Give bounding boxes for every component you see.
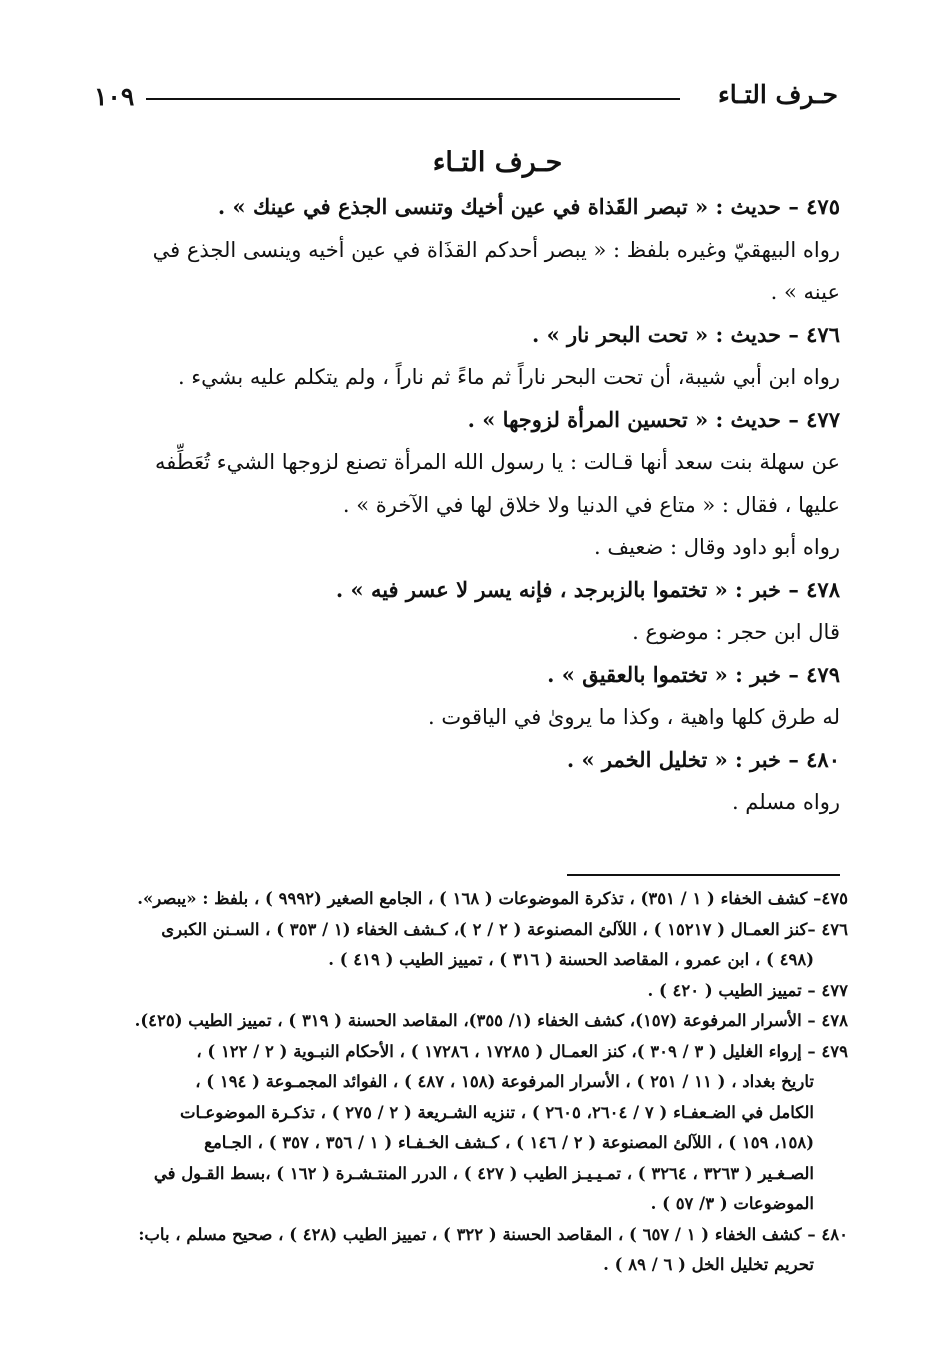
entry-477-heading: ٤٧٧ – حديث : « تحسين المرأة لزوجها » . bbox=[467, 406, 840, 432]
footnote-479-line-5: الصـغـير ( ٣٢٦٣ ، ٣٢٦٤ ) ، تمـيـيـز الطيب ( ٤٢٧ ) ، الدرر المنتـشـرة ( ١٦٢ ) ،بسط القـول في bbox=[153, 1163, 814, 1183]
footnote-479-line-3: الكامل في الضـعفـاء ( ٧ / ٢٦٠٤، ٢٦٠٥ ) ، تنزيه الشـريعة ( ٢ / ٢٧٥ ) ، تذكـرة الموضوعـات bbox=[180, 1102, 814, 1122]
footnote-478: ٤٧٨ – الأسرار المرفوعة (١٥٧)، كشف الخفاء (١/ ٣٥٥)، المقاصد الحسنة ( ٣١٩ ) ، تمييز الطيب (٤٢٥). bbox=[134, 1011, 848, 1030]
running-title: حـرف التـاء bbox=[718, 80, 838, 109]
main-text bbox=[95, 140, 840, 824]
entry-477-text-line-3: رواه أبو داود وقال : ضعيف . bbox=[593, 535, 840, 559]
footnote-separator bbox=[567, 874, 840, 876]
entry-477-text-line-2: عليها ، فقال : « متاع في الدنيا ولا خلاق لها في الآخرة » . bbox=[342, 492, 840, 517]
footnote-479-line-1: ٤٧٩ – إرواء الغليل ( ٣ / ٣٠٩ )، كنز العمـال ( ١٧٢٨٥ ، ١٧٢٨٦ ) ، الأحكام النبـوية ( ٢ / ١٢٢ ) ، bbox=[196, 1041, 848, 1061]
footnote-479-line-6: الموضوعات ( ٣/ ٥٧ ) . bbox=[650, 1194, 814, 1213]
footnote-480-line-1: ٤٨٠ – كشف الخفاء ( ١ / ٦٥٧ ) ، المقاصد الحسنة ( ٣٢٢ ) ، تمييز الطيب (٤٢٨ ) ، صحيح مسلم ، باب: bbox=[138, 1224, 848, 1244]
entry-478-heading: ٤٧٨ – خبر : « تختموا بالزبرجد ، فإنه يسر لا عسر فيه » . bbox=[335, 576, 840, 602]
section-title: حـرف التـاء bbox=[432, 147, 563, 178]
footnote-480-line-2: تحريم تخليل الخل ( ٦ / ٨٩ ) . bbox=[603, 1255, 814, 1274]
entry-479-text: له طرق كلها واهية ، وكذا ما يروىٰ في الياقوت . bbox=[428, 705, 840, 729]
footnote-476-line-2: (٤٩٨ ) ، ابن عمرو ، المقاصد الحسنة ( ٣١٦ ) ، تمييز الطيب ( ٤١٩ ) . bbox=[328, 950, 814, 969]
entry-478-text: قال ابن حجر : موضوع . bbox=[632, 620, 840, 644]
entry-475-text-line-2: عينه » . bbox=[770, 280, 840, 304]
entry-480-heading: ٤٨٠ – خبر : « تخليل الخمر » . bbox=[566, 746, 840, 772]
entry-476-text: رواه ابن أبي شيبة، أن تحت البحر ناراً ثم ماءً ثم ناراً ، ولم يتكلم عليه بشيء . bbox=[177, 365, 840, 389]
entry-475-heading: ٤٧٥ – حديث : « تبصر القَذاة في عين أخيك وتنسى الجذع في عينك » . bbox=[217, 194, 840, 219]
header-rule bbox=[146, 98, 680, 100]
entry-477-text-line-1: عن سهلة بنت سعد أنها قـالت : يا رسول الله المرأة تصنع لزوجها الشيء تُعَطِّفه bbox=[155, 450, 840, 474]
entry-479-heading: ٤٧٩ – خبر : « تختموا بالعقيق » . bbox=[547, 661, 840, 687]
running-head bbox=[88, 78, 840, 118]
footnote-476-line-1: ٤٧٦ –كنز العمـال ( ١٥٢١٧ ) ، اللآلئ المصنوعة ( ٢ / ٢ )، كـشف الخفاء (١ / ٣٥٣ ) ، السـنن الكبرى bbox=[161, 919, 848, 939]
footnote-477: ٤٧٧ – تمييز الطيب ( ٤٢٠ ) . bbox=[647, 980, 848, 1000]
footnote-479-line-4: (١٥٨، ١٥٩ ) ، اللآلئ المصنوعة ( ٢ / ١٤٦ ) ، كـشف الخـفـاء ( ١ / ٣٥٦ ، ٣٥٧ ) ، الجـامع bbox=[204, 1133, 814, 1152]
page-number: ١٠٩ bbox=[94, 82, 135, 111]
entry-475-text-line-1: رواه البيهقيّ وغيره بلفظ : « يبصر أحدكم القذَاة في عين أخيه وينسى الجذع في bbox=[152, 237, 840, 262]
entry-480-text: رواه مسلم . bbox=[731, 790, 840, 814]
entry-476-heading: ٤٧٦ – حديث : « تحت البحر نار » . bbox=[531, 321, 840, 347]
footnote-475: ٤٧٥– كشف الخفاء ( ١ / ٣٥١) ، تذكرة الموضوعات ( ١٦٨ ) ، الجامع الصغير (٩٩٩٢ ) ، بلفظ : «يبصر». bbox=[137, 889, 848, 908]
footnote-479-line-2: تاريخ بغداد ، ( ١١ / ٢٥١ ) ، الأسرار المرفوعة (١٥٨ ، ٤٨٧ ) ، الفوائد المجمـوعة ( ١٩٤ ) ، bbox=[195, 1072, 814, 1091]
footnotes bbox=[88, 884, 848, 1281]
